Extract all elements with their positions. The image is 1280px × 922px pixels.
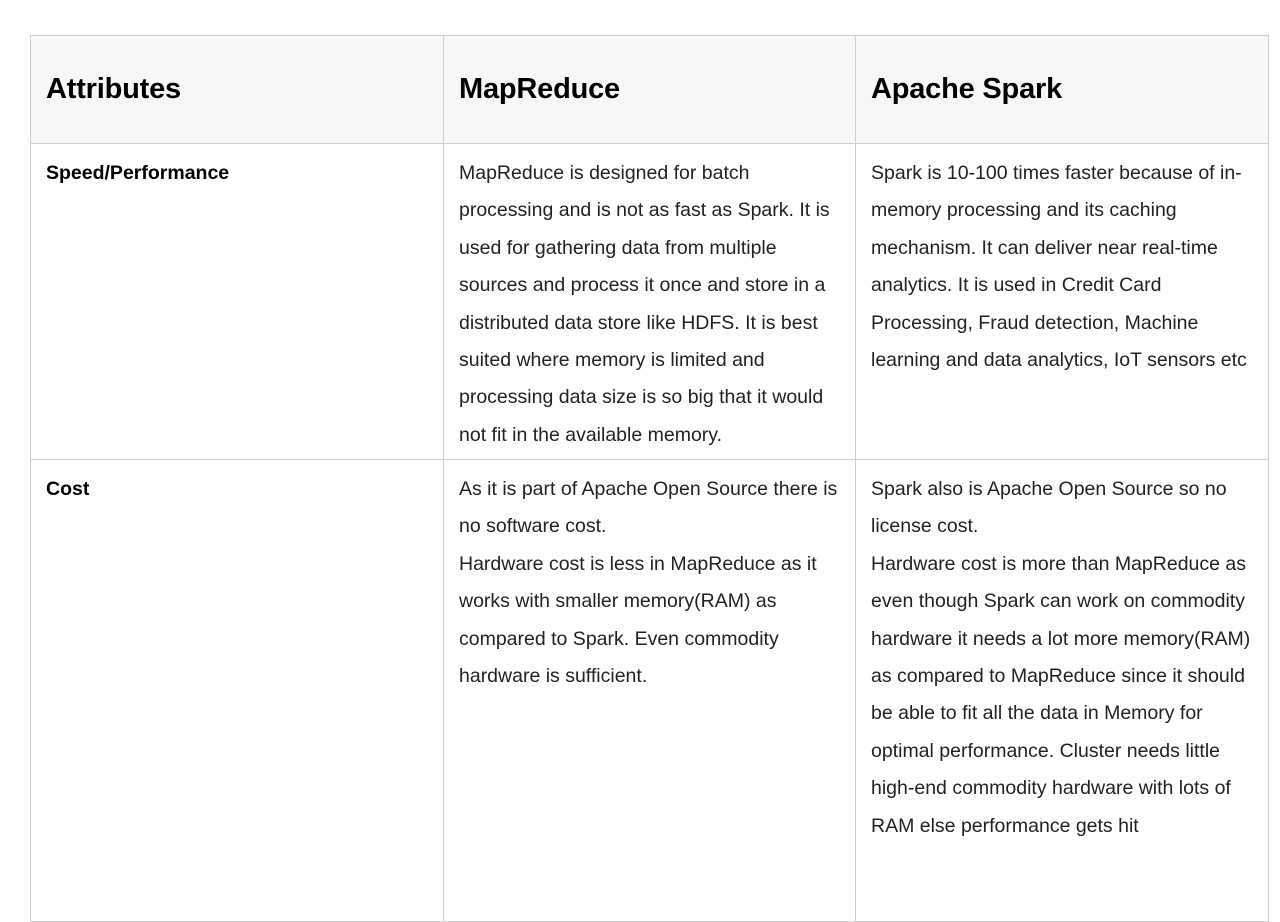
header-mapreduce: MapReduce [444,36,856,144]
mapreduce-text: As it is part of Apache Open Source there is no software cost. [459,478,838,538]
table-body [31,144,1269,922]
mapreduce-text: Hardware cost is less in MapReduce as it works with smaller memory(RAM) as compared to Spark. Even commodity hardware is sufficient. [459,552,817,688]
header-row [31,36,1269,144]
attribute-cell: Speed/Performance [31,144,444,460]
attribute-cell: Cost [31,460,444,922]
table-row-cost [31,460,1269,922]
spark-text: Hardware cost is more than MapReduce as even though Spark can work on commodity hardware it needs a lot more memory(RAM) as compared to MapReduce since it should be able to fit all the data in Memory for optimal performance. Cluster needs little high-end commodity hardware with lots of RAM else performance gets hit [871,552,1251,837]
spark-cell [856,144,1269,460]
comparison-table [30,35,1269,922]
header-apache-spark: Apache Spark [856,36,1269,144]
mapreduce-text: MapReduce is designed for batch processing and is not as fast as Spark. It is used for gathering data from multiple sources and process it once and store in a distributed data store like HDFS. It is best suited where memory is limited and processing data size is so big that it would not fit in the available memory. [459,162,830,446]
table-row-speed-performance [31,144,1269,460]
spark-text: Spark also is Apache Open Source so no license cost. [871,478,1227,538]
mapreduce-cell [444,144,856,460]
spark-text: Spark is 10-100 times faster because of in-memory processing and its caching mechanism. It can deliver near real-time analytics. It is used in Credit Card Processing, Fraud detection, Machine learning and data analytics, IoT sensors etc [871,162,1247,372]
spark-cell [856,460,1269,922]
mapreduce-cell [444,460,856,922]
table-header [31,36,1269,144]
header-attributes: Attributes [31,36,444,144]
